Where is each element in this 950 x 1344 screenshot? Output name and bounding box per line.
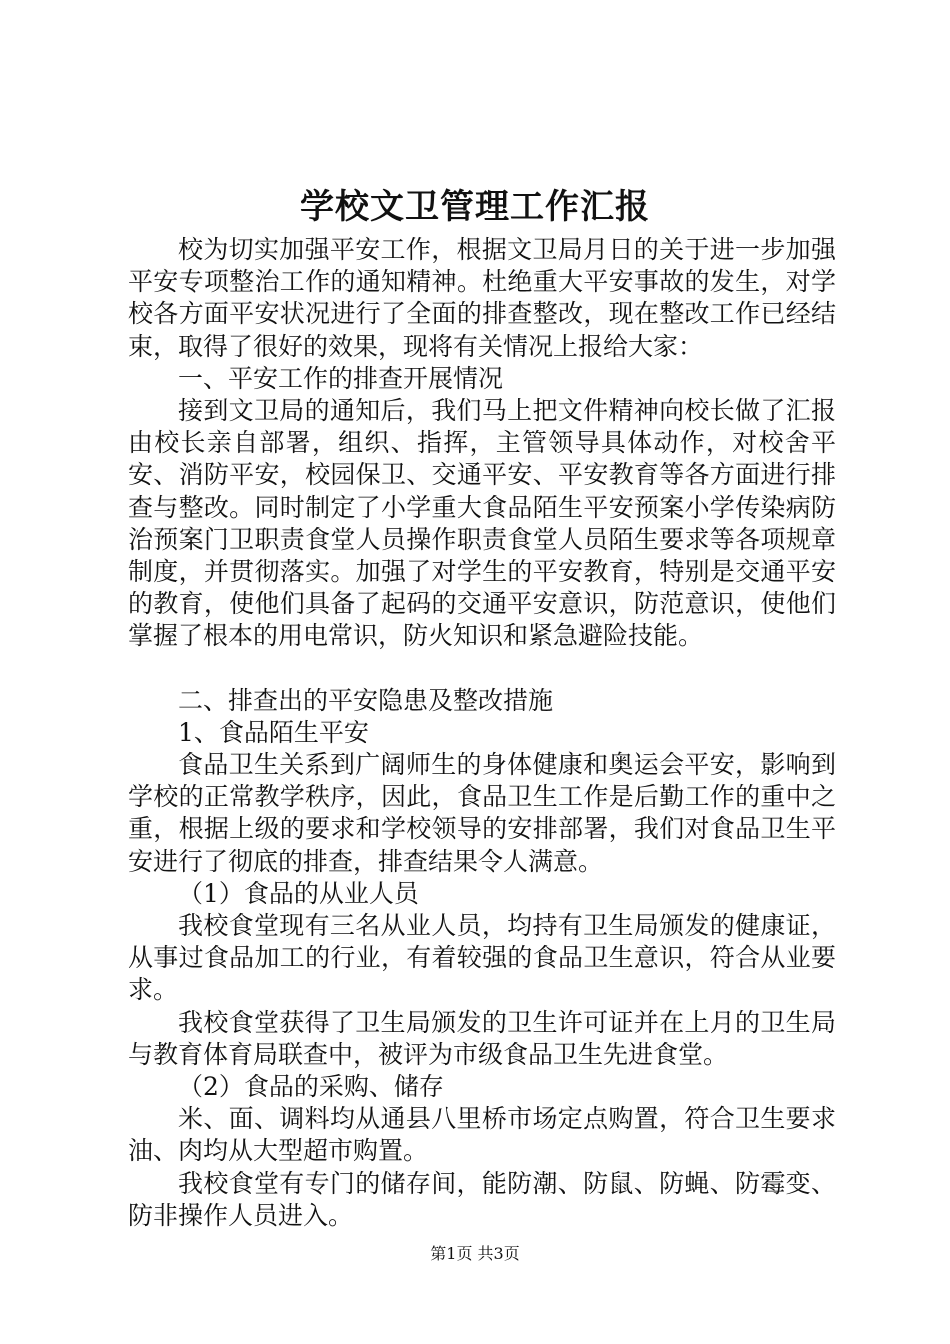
section-1-paragraph: 接到文卫局的通知后，我们马上把文件精神向校长做了汇报由校长亲自部署，组织、指挥，主管领导具体动作，对校舍平安、消防平安，校园保卫、交通平安、平安教育等各方面进行排查与整改。同时制定了小学重大食品陌生平安预案小学传染病防治预案门卫职责食堂人员操作职责食堂人员陌生要求等各项规章制度，并贯彻落实。加强了对学生的平安教育，特别是交通平安的教育，使他们具备了起码的交通平安意识，防范意识，使他们掌握了根本的用电常识，防火知识和紧急避险技能。 <box>128 396 836 651</box>
storage-paragraph: 我校食堂有专门的储存间，能防潮、防鼠、防蝇、防霉变、防非操作人员进入。 <box>128 1168 836 1230</box>
page-footer: 第1页 共3页 <box>430 1244 520 1263</box>
license-paragraph: 我校食堂获得了卫生局颁发的卫生许可证并在上月的卫生局与教育体育局联查中，被评为市级食品卫生先进食堂。 <box>128 1007 836 1069</box>
subsection-heading-food-safety: 1、食品陌生平安 <box>178 717 369 747</box>
purchase-paragraph: 米、面、调料均从通县八里桥市场定点购置，符合卫生要求油、肉均从大型超市购置。 <box>128 1104 836 1166</box>
item-heading-purchase-storage: （2）食品的采购、储存 <box>178 1072 444 1102</box>
item-heading-staff: （1）食品的从业人员 <box>178 878 419 908</box>
food-safety-paragraph: 食品卫生关系到广阔师生的身体健康和奥运会平安，影响到学校的正常教学秩序，因此，食品卫生工作是后勤工作的重中之重，根据上级的要求和学校领导的安排部署，我们对食品卫生平安进行了彻底的排查，排查结果令人满意。 <box>128 750 836 876</box>
section-heading-1: 一、平安工作的排查开展情况 <box>178 363 504 393</box>
document-body <box>128 234 836 1232</box>
section-heading-2: 二、排查出的平安隐患及整改措施 <box>178 685 554 715</box>
document-title: 学校文卫管理工作汇报 <box>300 187 650 227</box>
staff-paragraph: 我校食堂现有三名从业人员，均持有卫生局颁发的健康证，从事过食品加工的行业，有着较强的食品卫生意识，符合从业要求。 <box>128 911 836 1005</box>
intro-paragraph: 校为切实加强平安工作，根据文卫局月日的关于进一步加强平安专项整治工作的通知精神。杜绝重大平安事故的发生，对学校各方面平安状况进行了全面的排查整改，现在整改工作已经结束，取得了很好的效果，现将有关情况上报给大家： <box>128 235 836 361</box>
